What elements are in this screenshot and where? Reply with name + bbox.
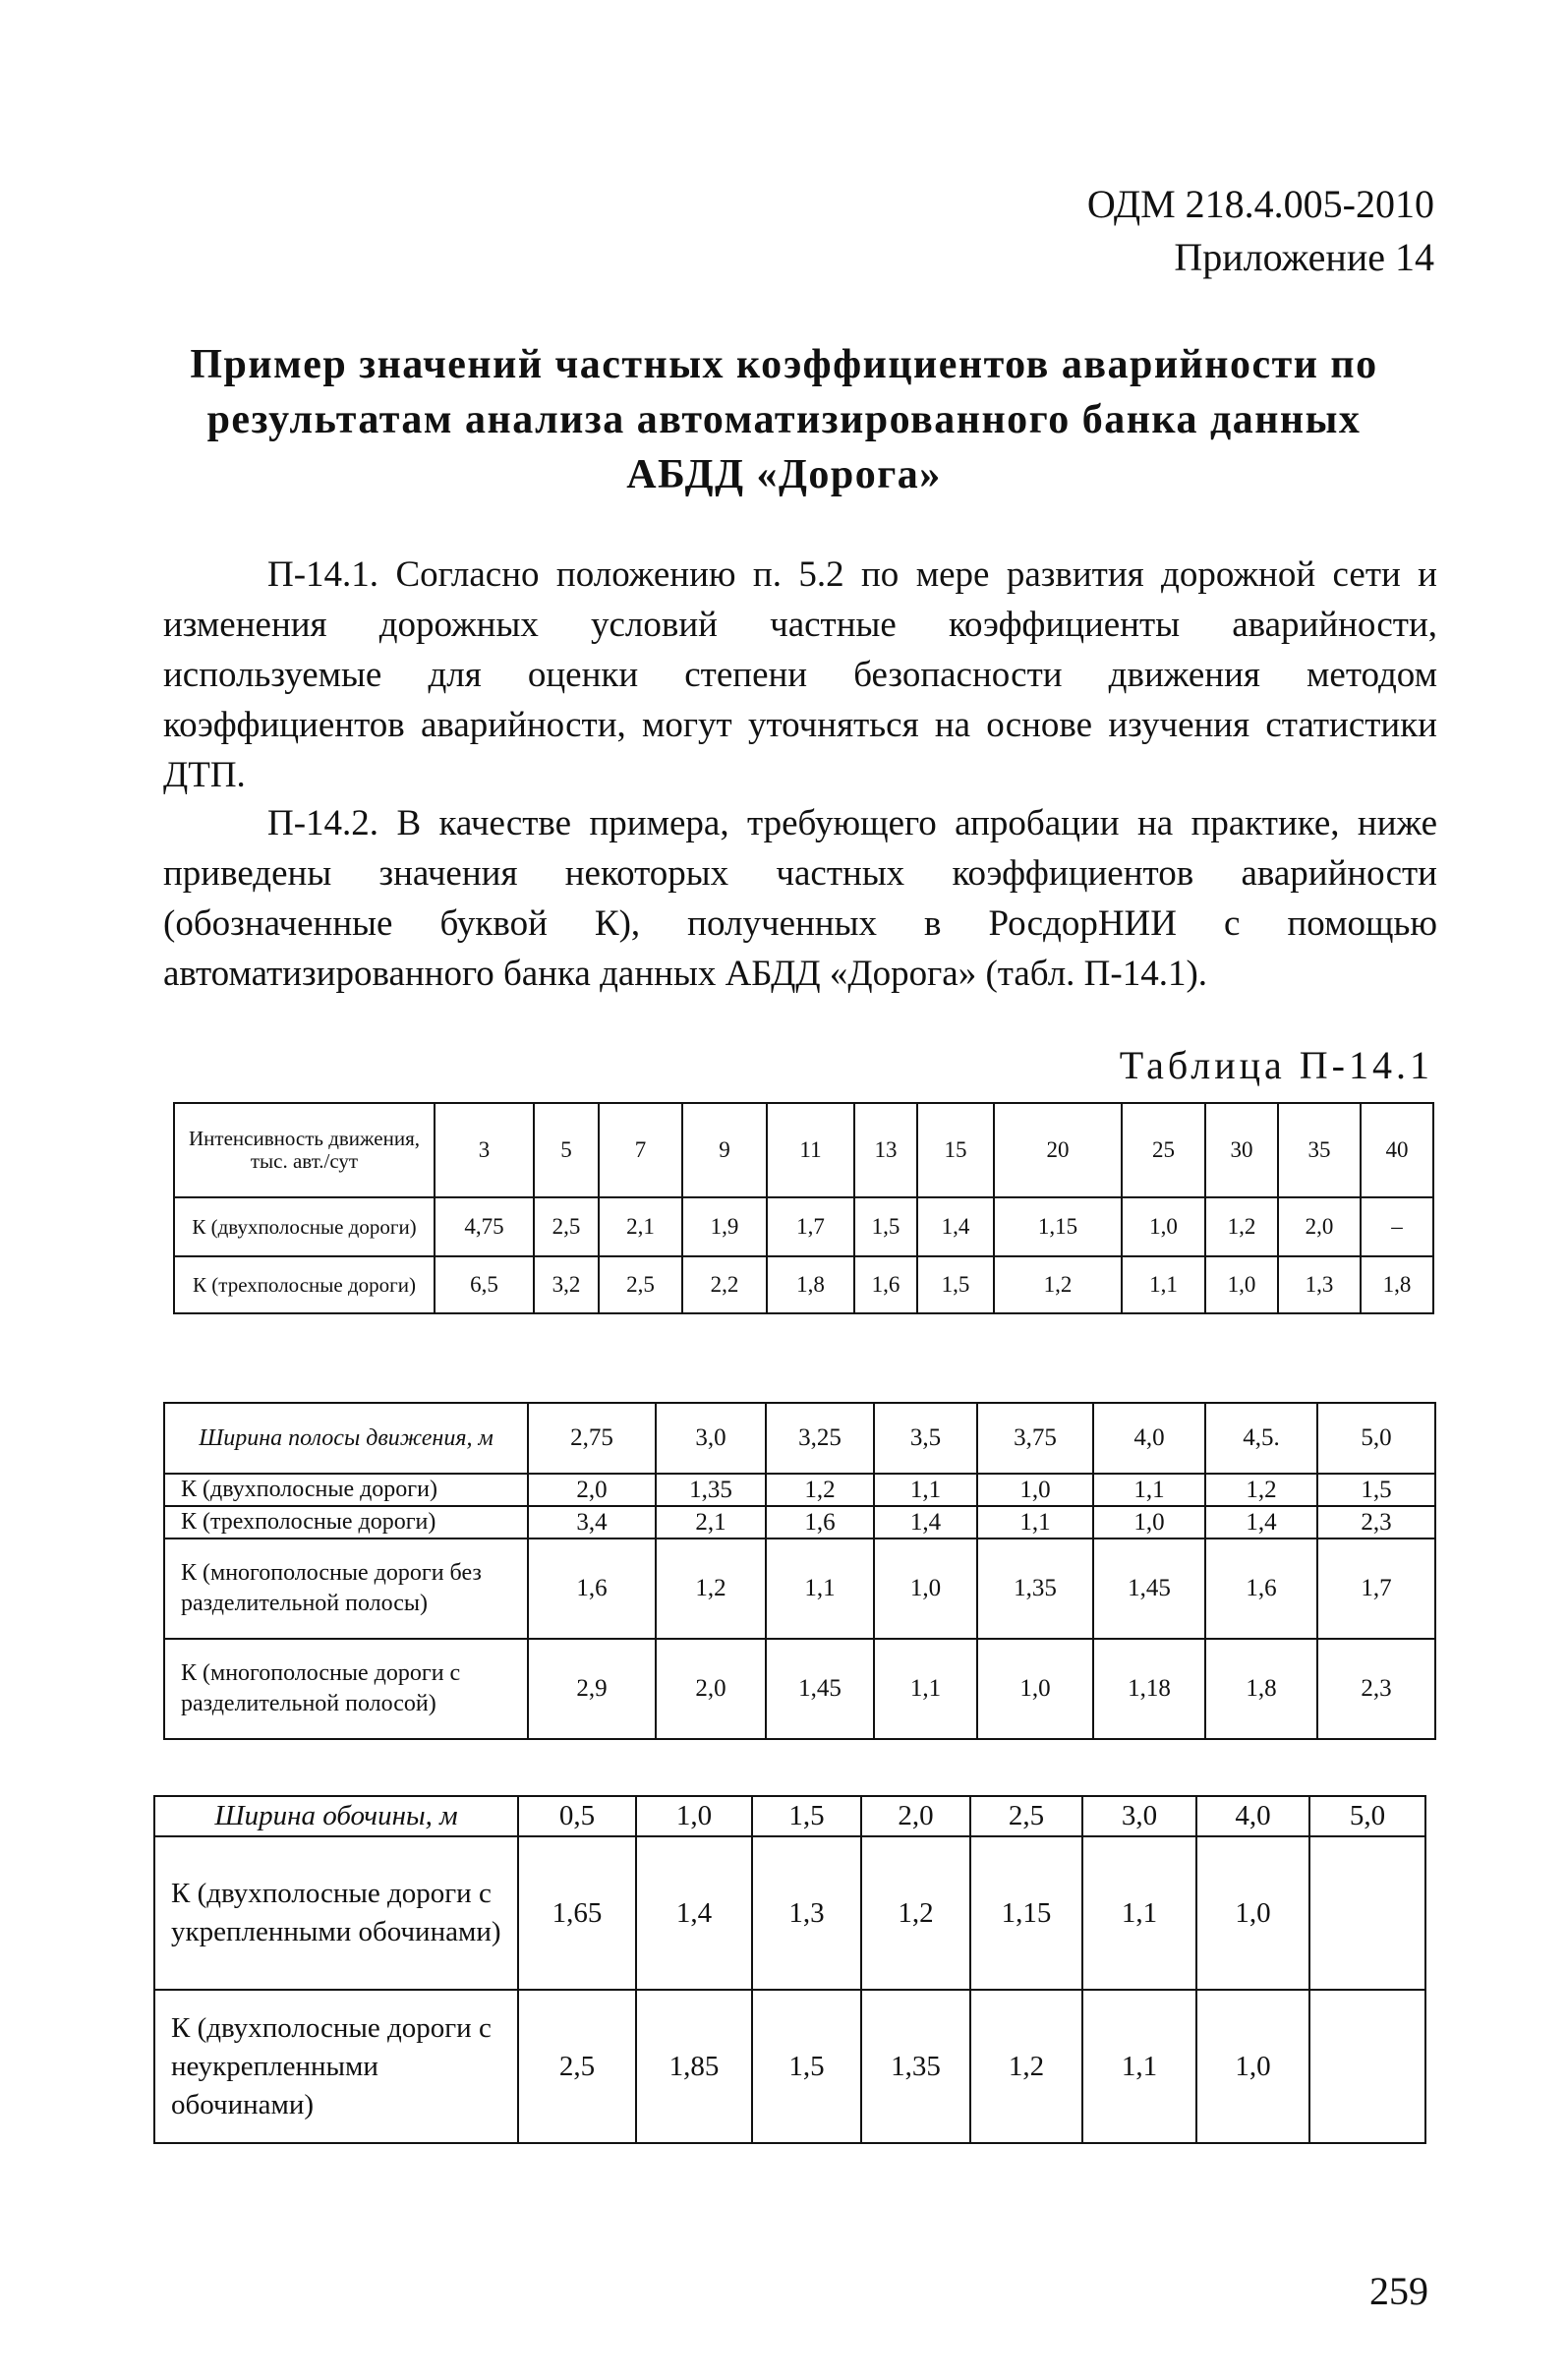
value-cell: 1,1: [874, 1474, 977, 1506]
value-cell: 2,2: [682, 1256, 767, 1313]
value-cell: 3,2: [534, 1256, 599, 1313]
value-cell: 1,8: [1205, 1639, 1317, 1739]
column-header-cell: 15: [917, 1103, 994, 1197]
value-cell: 2,5: [599, 1256, 682, 1313]
column-header-cell: 3,0: [656, 1403, 766, 1474]
value-cell: 1,6: [854, 1256, 917, 1313]
value-cell: 1,0: [874, 1538, 977, 1639]
value-cell: 4,75: [435, 1197, 534, 1256]
paragraph-p14-1: П-14.1. Согласно положению п. 5.2 по мере развития дорожной сети и изменения дорожных условий частные коэффициенты аварийности, используемые для оценки степени безопасности движения методом коэффициентов аварийности, могут уточняться на основе изучения статистики ДТП.: [163, 554, 1437, 795]
value-cell: 1,6: [1205, 1538, 1317, 1639]
value-cell: 2,0: [656, 1639, 766, 1739]
value-cell: 1,85: [636, 1990, 752, 2143]
value-cell: 1,0: [1093, 1506, 1205, 1538]
row-label-cell: К (трехполосные дороги): [174, 1256, 435, 1313]
table-row: [164, 1506, 1435, 1538]
value-cell: 2,5: [534, 1197, 599, 1256]
title-line: Пример значений частных коэффициентов аварийности по: [190, 342, 1378, 387]
value-cell: 1,1: [766, 1538, 874, 1639]
row-label-cell: К (двухполосные дороги): [174, 1197, 435, 1256]
column-header-cell: 2,75: [528, 1403, 656, 1474]
table-caption: Таблица П-14.1: [1119, 1043, 1433, 1087]
column-header-cell: 7: [599, 1103, 682, 1197]
column-header-cell: 2,0: [861, 1796, 970, 1836]
table-row: [164, 1639, 1435, 1739]
column-header-cell: 3,75: [977, 1403, 1093, 1474]
value-cell: 1,1: [1082, 1990, 1196, 2143]
table-header-row: [174, 1103, 1433, 1197]
value-cell: 1,2: [970, 1990, 1082, 2143]
row-label-cell: К (многополосные дороги без разделительной полосы): [164, 1538, 528, 1639]
title-line: АБДД «Дорога»: [626, 452, 942, 497]
row-label-cell: К (двухполосные дороги с укрепленными обочинами): [154, 1836, 518, 1990]
value-cell: 1,0: [977, 1639, 1093, 1739]
table-row: [164, 1538, 1435, 1639]
value-cell: 1,1: [874, 1639, 977, 1739]
column-header-cell: 30: [1205, 1103, 1278, 1197]
value-cell: 1,3: [752, 1836, 861, 1990]
value-cell: 1,2: [1205, 1197, 1278, 1256]
value-cell: 1,5: [752, 1990, 861, 2143]
value-cell: 2,1: [656, 1506, 766, 1538]
column-header-cell: 0,5: [518, 1796, 636, 1836]
column-header-cell: 3: [435, 1103, 534, 1197]
column-header-cell: 3,5: [874, 1403, 977, 1474]
header-label-cell: Ширина полосы движения, м: [164, 1403, 528, 1474]
value-cell: 2,3: [1317, 1639, 1435, 1739]
table-row: [174, 1256, 1433, 1313]
appendix-label: Приложение 14: [1174, 235, 1434, 279]
column-header-cell: 1,5: [752, 1796, 861, 1836]
value-cell: 1,5: [854, 1197, 917, 1256]
value-cell: [1309, 1990, 1425, 2143]
value-cell: 1,5: [1317, 1474, 1435, 1506]
value-cell: 1,1: [1082, 1836, 1196, 1990]
table-header-row: [154, 1796, 1425, 1836]
value-cell: 1,18: [1093, 1639, 1205, 1739]
value-cell: 1,35: [656, 1474, 766, 1506]
value-cell: 1,2: [1205, 1474, 1317, 1506]
column-header-cell: 5,0: [1309, 1796, 1425, 1836]
document-id: ОДМ 218.4.005-2010: [1086, 182, 1434, 226]
row-label-cell: К (многополосные дороги с разделительной полосой): [164, 1639, 528, 1739]
column-header-cell: 35: [1278, 1103, 1361, 1197]
table-lane-width: [163, 1402, 1436, 1740]
column-header-cell: 40: [1361, 1103, 1433, 1197]
value-cell: 2,9: [528, 1639, 656, 1739]
value-cell: 1,6: [528, 1538, 656, 1639]
value-cell: 1,4: [636, 1836, 752, 1990]
value-cell: 1,0: [1205, 1256, 1278, 1313]
value-cell: 1,8: [1361, 1256, 1433, 1313]
table-row: [154, 1836, 1425, 1990]
column-header-cell: 2,5: [970, 1796, 1082, 1836]
table-header-row: [164, 1403, 1435, 1474]
value-cell: 1,2: [994, 1256, 1122, 1313]
value-cell: 1,9: [682, 1197, 767, 1256]
table-traffic-intensity: [173, 1102, 1434, 1314]
value-cell: 1,2: [861, 1836, 970, 1990]
value-cell: 1,0: [1196, 1836, 1309, 1990]
value-cell: 1,2: [766, 1474, 874, 1506]
column-header-cell: 4,0: [1196, 1796, 1309, 1836]
value-cell: 1,5: [917, 1256, 994, 1313]
column-header-cell: 25: [1122, 1103, 1205, 1197]
value-cell: –: [1361, 1197, 1433, 1256]
column-header-cell: 11: [767, 1103, 854, 1197]
page-number: 259: [1369, 2269, 1428, 2313]
value-cell: 2,5: [518, 1990, 636, 2143]
value-cell: 1,0: [977, 1474, 1093, 1506]
value-cell: 1,2: [656, 1538, 766, 1639]
value-cell: 1,35: [861, 1990, 970, 2143]
value-cell: 1,15: [970, 1836, 1082, 1990]
table-row: [164, 1474, 1435, 1506]
table-shoulder-width: [153, 1795, 1426, 2144]
column-header-cell: 9: [682, 1103, 767, 1197]
value-cell: 1,1: [1093, 1474, 1205, 1506]
value-cell: 1,45: [766, 1639, 874, 1739]
value-cell: 1,6: [766, 1506, 874, 1538]
value-cell: 1,4: [917, 1197, 994, 1256]
column-header-cell: 5: [534, 1103, 599, 1197]
value-cell: 2,3: [1317, 1506, 1435, 1538]
table-row: [174, 1197, 1433, 1256]
value-cell: 1,1: [977, 1506, 1093, 1538]
value-cell: 1,1: [1122, 1256, 1205, 1313]
value-cell: [1309, 1836, 1425, 1990]
value-cell: 1,8: [767, 1256, 854, 1313]
page-title: [138, 337, 1430, 502]
value-cell: 1,0: [1196, 1990, 1309, 2143]
paragraph-p14-2: П-14.2. В качестве примера, требующего апробации на практике, ниже приведены значения некоторых частных коэффициентов аварийности (обозначенные буквой К), полученных в РосдорНИИ с помощью автоматизированного банка данных АБДД «Дорога» (табл. П-14.1).: [163, 803, 1437, 994]
title-line: результатам анализа автоматизированного банка данных: [206, 397, 1362, 442]
value-cell: 6,5: [435, 1256, 534, 1313]
column-header-cell: 3,0: [1082, 1796, 1196, 1836]
value-cell: 1,4: [1205, 1506, 1317, 1538]
value-cell: 1,45: [1093, 1538, 1205, 1639]
column-header-cell: 3,25: [766, 1403, 874, 1474]
column-header-cell: 5,0: [1317, 1403, 1435, 1474]
column-header-cell: 13: [854, 1103, 917, 1197]
column-header-cell: 1,0: [636, 1796, 752, 1836]
value-cell: 1,65: [518, 1836, 636, 1990]
row-label-cell: К (трехполосные дороги): [164, 1506, 528, 1538]
value-cell: 2,0: [528, 1474, 656, 1506]
column-header-cell: 4,5.: [1205, 1403, 1317, 1474]
value-cell: 1,0: [1122, 1197, 1205, 1256]
header-label-cell: Ширина обочины, м: [154, 1796, 518, 1836]
value-cell: 2,1: [599, 1197, 682, 1256]
value-cell: 1,3: [1278, 1256, 1361, 1313]
value-cell: 1,7: [767, 1197, 854, 1256]
header-label-cell: Интенсивность движения, тыс. авт./сут: [174, 1103, 435, 1197]
value-cell: 1,4: [874, 1506, 977, 1538]
value-cell: 1,15: [994, 1197, 1122, 1256]
value-cell: 1,35: [977, 1538, 1093, 1639]
value-cell: 2,0: [1278, 1197, 1361, 1256]
row-label-cell: К (двухполосные дороги): [164, 1474, 528, 1506]
value-cell: 1,7: [1317, 1538, 1435, 1639]
column-header-cell: 20: [994, 1103, 1122, 1197]
column-header-cell: 4,0: [1093, 1403, 1205, 1474]
value-cell: 3,4: [528, 1506, 656, 1538]
row-label-cell: К (двухполосные дороги с неукрепленными обочинами): [154, 1990, 518, 2143]
table-row: [154, 1990, 1425, 2143]
